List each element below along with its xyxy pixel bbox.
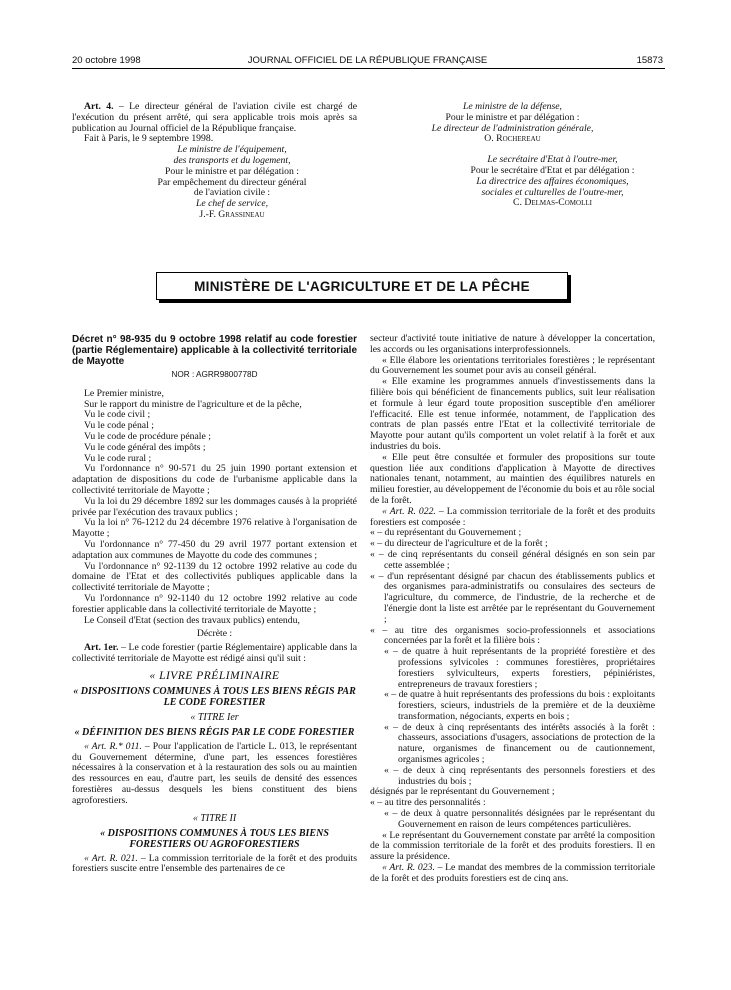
r022-label: « Art. R. 022. [382,505,436,517]
arrete-end-block [72,102,357,221]
r023-label: « Art. R. 023. [382,862,435,874]
delegation-line: Pour le ministre et par délégation : [165,165,299,177]
r021-text: – La commission territoriale de la forêt et des produits forestiers suscite entre l'ensemble des partenaires de ce [72,852,357,875]
paragraph: « Elle élabore les orientations territoriales forestières ; le représentant du Gouvernement les soumet pour avis au conseil général. [370,354,655,377]
visa-line: Vu la loi n° 76-1212 du 24 décembre 1976 relative à l'organisation de Mayotte ; [72,517,357,540]
sub-list-item: « – de deux à quatre personnalités désignées par le représentant du Gouvernement en raison de leurs compétences particulières. [384,808,655,830]
r022-text: – La commission territoriale de la forêt et des produits forestiers est composée : [370,505,655,528]
dispositions-2-heading: « DISPOSITIONS COMMUNES À TOUS LES BIENS FORESTIERS OU AGROFORESTIERS [100,827,329,850]
r011-label: « Art. R.* 011. [84,740,142,752]
sub-list-item: « – de quatre à huit représentants de la propriété forestière et des professions sylvicoles : communes forestières, propriétaires forestiers sylviculteurs, experts forestiers, pépiniéristes, entrepreneurs de travaux forestiers ; [384,646,655,690]
visa-line: Le Premier ministre, [84,387,164,399]
visa-line: Vu le code de procédure pénale ; [84,430,211,442]
header-rule [72,68,665,69]
left-column [72,334,357,875]
right-column [370,334,655,885]
definition-heading: « DÉFINITION DES BIENS RÉGIS PAR LE CODE FORESTIER [74,726,355,738]
chef-title: Le chef de service, [195,198,269,210]
defense-title: Le ministre de la défense, [463,101,562,112]
paragraph: « Le représentant du Gouvernement constate par arrêté la composition de la commission territoriale de la forêt et des produits forestiers. Il en assure la présidence. [370,829,655,863]
paragraph: « Elle examine les programmes annuels d'investissements dans la filière bois qui bénéficient de financements publics, suit leur réalisation et formule à leur égard toute proposition susceptible d'en améliorer l'efficacité. Elle est tenue informée, notamment, de l'application des contrats de plan passés entre l'Etat et la collectivité territoriale de Mayotte pour autant qu'ils comportent un volet relatif à la forêt et aux industries du bois. [370,376,655,452]
r023-text: – Le mandat des membres de la commission territoriale de la forêt et des produits forestiers est de cinq ans. [370,862,656,884]
ministry-banner: MINISTÈRE DE L'AGRICULTURE ET DE LA PÊCHE [156,272,568,300]
signatory-name: O. Rochereau [484,133,541,145]
list-item: « – au titre des organismes socio-professionnels et associations concernées par la forêt et la filière bois : [370,624,655,647]
art4-label: Art. 4. [84,101,114,112]
paragraph: secteur d'activité toute initiative de nature à développer la concertation, les accords ou les organisations interprofessionnels. [370,333,655,355]
titre-1-heading: « TITRE Ier [190,711,239,723]
art4-text: – Le directeur général de l'aviation civile est chargé de l'exécution du présent arrêté, qui sera applicable trois mois après sa publication au Journal officiel de la République française. [72,101,357,134]
paragraph: « Elle peut être consultée et formuler des propositions sur toute question liée aux conditions d'application à Mayotte de directives nationales tenant, notamment, au maintien des équilibres naturels en milieu forestier, au développement de l'économie du bois et au rôle social de la forêt. [370,451,655,506]
header-journal-title: JOURNAL OFFICIEL DE LA RÉPUBLIQUE FRANÇAISE [247,55,488,66]
secretaire-title: Le secrétaire d'Etat à l'outre-mer, [487,154,618,166]
dispositions-heading: « DISPOSITIONS COMMUNES À TOUS LES BIENS RÉGIS PAR LE CODE FORESTIER [73,685,356,708]
fait-line: Fait à Paris, le 9 septembre 1998. [84,133,214,145]
visa-line: Vu la loi du 29 décembre 1892 sur les dommages causés à la propriété privée par l'exécution des travaux publics ; [72,495,357,518]
secretaire-delegation: Pour le secrétaire d'Etat et par délégation : [470,164,635,176]
decree-title: Décret n° 98-935 du 9 octobre 1998 relatif au code forestier (partie Réglementaire) applicable à la collectivité territoriale de Mayotte [72,334,357,367]
signatures-block [370,102,655,209]
art1-text: – Le code forestier (partie Réglementaire) applicable dans la collectivité territoriale de Mayotte est rédigé ainsi qu'il suit : [72,642,357,664]
designes-line: désignés par le représentant du Gouvernement ; [370,786,555,798]
sub-list-item: « – de deux à cinq représentants des personnels forestiers et des industries du bois ; [384,764,655,787]
directeur-title: Le directeur de l'administration générale, [431,122,594,134]
visa-line: Vu le code général des impôts ; [84,441,206,453]
art1-label: Art. 1er. [84,642,119,654]
list-item: « – d'un représentant désigné par chacun des établissements publics et des organismes para-administratifs ou consulaires des secteurs de l'agriculture, du commerce, de l'industrie, de la recherche et de l'énergie dont la liste est arrêtée par le représentant du Gouvernement ; [370,570,655,625]
r011-text: – Pour l'application de l'article L. 013, le représentant du Gouvernement détermine, d'une part, les essences forestières nécessaires à la conservation et à la restauration des sols ou au maintien des ressources en eau, d'autre part, les seuils de densité des essences forestières au-dessus desquels les biens constituent des biens agroforestiers. [72,740,357,806]
list-item: « – au titre des personnalités : [370,797,486,809]
visa-line: Vu le code rural ; [84,452,152,464]
visa-line: Vu l'ordonnance n° 92-1140 du 12 octobre 1992 relative au code forestier applicable dans la collectivité territoriale de Mayotte ; [72,592,357,615]
decrete-line: Décrète : [196,628,233,640]
header-date: 20 octobre 1998 [72,55,141,66]
visa-line: Vu le code pénal ; [84,420,154,432]
r021-label: « Art. R. 021. [84,852,138,864]
visa-line: Le Conseil d'Etat (section des travaux publics) entendu, [84,614,300,626]
visa-line: Vu le code civil ; [84,409,151,421]
signatory-title: Le ministre de l'équipement, [177,144,287,156]
directrice-title: La directrice des affaires économiques, [476,175,629,187]
list-item: « – du directeur de l'agriculture et de la forêt ; [370,538,548,550]
directrice-title-2: sociales et culturelles de l'outre-mer, [481,186,624,198]
list-item: « – du représentant du Gouvernement ; [370,527,522,539]
sub-list-item: « – de quatre à huit représentants des professions du bois : exploitants forestiers, scieurs, industriels de la première et de la deuxième transformation, négociants, experts en bois ; [384,689,655,722]
page-header [72,55,663,69]
visa-line: Vu l'ordonnance n° 77-450 du 29 avril 1977 portant extension et adaptation aux communes de Mayotte du code des communes ; [72,538,357,561]
visa-line: Sur le rapport du ministre de l'agriculture et de la pêche, [84,398,302,410]
titre-2-heading: « TITRE II [192,812,237,824]
visa-line: Vu l'ordonnance n° 92-1139 du 12 octobre 1992 relative au code du domaine de l'Etat et des collectivités publiques applicable dans la collectivité territoriale de Mayotte ; [72,560,357,594]
defense-delegation: Pour le ministre et par délégation : [445,111,580,123]
signatory-name: C. Delmas-Comolli [513,197,592,209]
list-item: « – de cinq représentants du conseil général désignés en son sein par cette assemblée ; [370,548,655,571]
signatory-title-2: des transports et du logement, [173,154,291,166]
nor-reference: NOR : AGRR9800778D [171,370,258,379]
sub-list-item: « – de deux à cinq représentants des intérêts associés à la forêt : chasseurs, associations d'usagers, associations de protection de la nature, organismes de financement ou de cautionnement, organismes agricoles ; [384,721,655,766]
header-page-number: 15873 [636,55,663,66]
empechement-line: Par empêchement du directeur général [157,176,307,188]
livre-heading: « LIVRE PRÉLIMINAIRE [149,669,280,682]
empechement-line-2: de l'aviation civile : [193,187,271,199]
visa-line: Vu l'ordonnance n° 90-571 du 25 juin 1990 portant extension et adaptation de dispositions du code de l'urbanisme applicable dans la collectivité territoriale de Mayotte ; [72,463,357,496]
signatory-name: J.-F. Grassineau [199,208,265,220]
